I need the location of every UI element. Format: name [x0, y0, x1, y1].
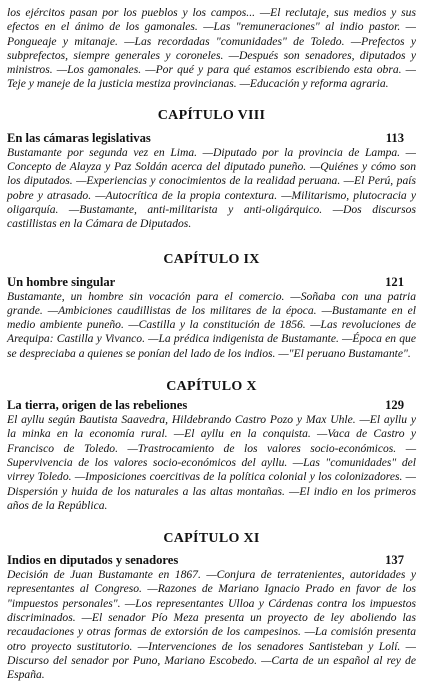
chapter-heading: CAPÍTULO X [166, 379, 257, 395]
intro-paragraph: los ejércitos pasan por los pueblos y los campos... —El reclutaje, sus medios y sus efectos en el ánimo de los gamonales. —Las "remuneraciones" al indio pastor. —Pongueaje y mitanaje. —Las recordadas "comunidades" de Toledo. —Prefectos y subprefectos, siempre generales y coroneles. —Después son senadores, diputados y ministros. —Los gamonales. —Por qué y para qué estamos escribiendo esta obra. —Teje y maneje de la justicia mestiza provincianas. —Educación y reforma agraria. [7, 6, 416, 91]
chapter-summary: El ayllu según Bautista Saavedra, Hildebrando Castro Pozo y Max Uhle. —El ayllu y la minka en la economía rural. —El ayllu en la conquista. —Vaca de Castro y Francisco de Toledo. —Trastrocamiento de los valores socio-económicos. —Supervivencia de los valores socio-económicos del ayllu. —Las "comunidades" del virrey Toledo. —Imposiciones coercitivas de la política colonial y los colonizadores. —Dispersión y huida de los naturales a las altas montañas. —El indio en los primeros años de la República. [7, 413, 416, 512]
page-number: 121 [385, 274, 404, 289]
chapter-summary: Decisión de Juan Bustamante en 1867. —Conjura de terratenientes, autoridades y representantes al Congreso. —Razones de Mariano Ignacio Prado en favor de los "impuestos personales". —Los representantes Ulloa y Cárdenas contra los impuestos discriminados. —El senador Pío Meza presenta un proyecto de ley aboliendo las recaudaciones y otras formas de extorsión de los campesinos. —La comisión presenta otro proyecto sustitutorio. —Intervenciones de los senadores Santisteban y Lolí. —Discurso del senador por Puno, Mariano Escobedo. —Carta de un español al rey de España. [7, 568, 416, 682]
section-header [7, 131, 416, 146]
chapter-summary: Bustamante por segunda vez en Lima. —Diputado por la provincia de Lampa. —Concepto de Alayza y Paz Soldán acerca del diputado puneño. —Quiénes y cómo son los diputados. —Experiencias y conocimientos de la realidad peruana. —El Perú, país pobre y atrasado. —Autocrítica de la propia contextura. —Militarismo, plutocracia y oligarquía. —Bustamante, anti-militarista y anti-oligárquico. —Dos discursos castillistas en la Cámara de Diputados. [7, 145, 416, 231]
section-title: En las cámaras legislativas [7, 130, 151, 145]
page-number: 113 [385, 130, 404, 145]
chapter-x [7, 379, 416, 513]
chapter-viii [7, 108, 416, 232]
page-number: 137 [385, 553, 404, 568]
section-title: Un hombre singular [7, 274, 116, 289]
section-header [7, 553, 416, 568]
section-title: Indios en diputados y senadores [7, 553, 179, 568]
chapter-summary: Bustamante, un hombre sin vocación para el comercio. —Soñaba con una patria grande. —Ambiciones caudillistas de los militares de la época. —Bustamante en el medio ambiente puneño. —Castilla y la constitución de 1856. —Las revoluciones de Arequipa: Castilla y Vivanco. —La prédica indigenista de Bustamante. —Época en que se despreciaba a quienes se ponían del lado de los indios. —"El peruano Bustamante". [7, 289, 416, 360]
section-title: La tierra, origen de las rebeliones [7, 398, 188, 413]
chapter-xi [7, 531, 416, 682]
section-header [7, 275, 416, 290]
chapter-heading: CAPÍTULO IX [163, 251, 260, 267]
section-header [7, 398, 416, 413]
chapter-heading: CAPÍTULO VIII [157, 107, 266, 123]
page-number: 129 [385, 398, 404, 413]
chapter-heading: CAPÍTULO XI [163, 531, 260, 547]
chapter-ix [7, 252, 416, 361]
